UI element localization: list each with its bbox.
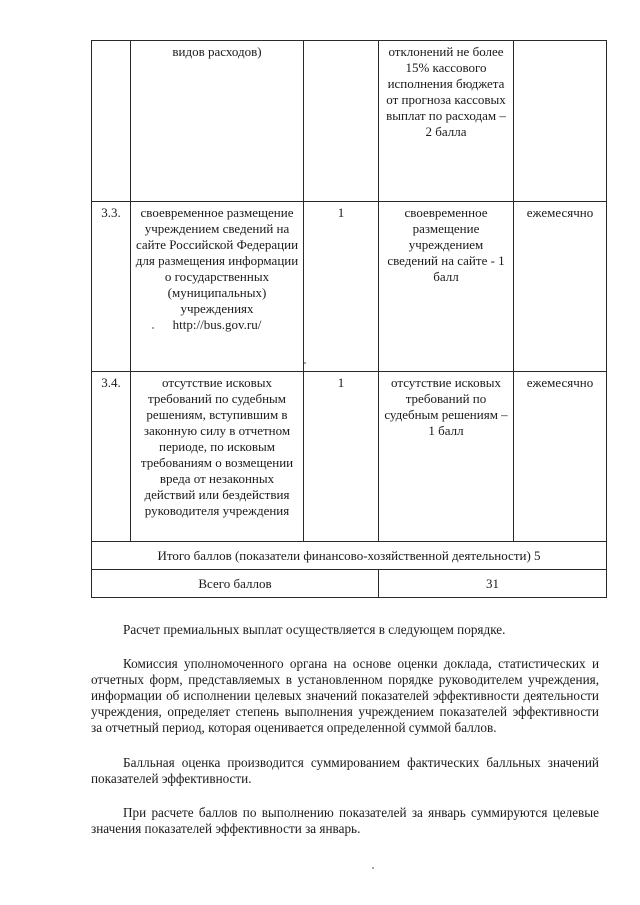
period-cell: ежемесячно <box>514 372 607 542</box>
points-cell: 1 <box>304 372 379 542</box>
points-cell: 1 <box>304 202 379 372</box>
table-row <box>92 202 607 372</box>
criterion-cell: отсутствие исковых требований по судебным решениям, вступившим в законную силу в отчетном периоде, по исковым требованиям о возмещении вреда от незаконных действий или бездействия руководителя учреждения <box>131 372 304 542</box>
scan-speck <box>304 362 306 364</box>
period-cell <box>514 41 607 202</box>
scan-speck <box>152 327 154 329</box>
total-value-cell: 31 <box>379 570 607 598</box>
body-text <box>91 755 599 787</box>
condition-cell: своевременное размещение учреждением сведений на сайте - 1 балл <box>379 202 514 372</box>
num-cell: 3.3. <box>92 202 131 372</box>
points-cell <box>304 41 379 202</box>
body-text <box>91 656 599 736</box>
paragraph: Расчет премиальных выплат осуществляется в следующем порядке. <box>123 622 506 637</box>
table-row <box>92 372 607 542</box>
condition-cell: отсутствие исковых требований по судебным решениям – 1 балл <box>379 372 514 542</box>
num-cell <box>92 41 131 202</box>
scan-speck <box>372 867 374 869</box>
condition-cell: отклонений не более 15% кассового исполнения бюджета от прогноза кассовых выплат по расходам – 2 балла <box>379 41 514 202</box>
table-row <box>92 41 607 202</box>
period-cell: ежемесячно <box>514 202 607 372</box>
body-text <box>91 805 599 837</box>
paragraph: При расчете баллов по выполнению показателей за январь суммируются целевые значения показателей эффективности за январь. <box>91 805 599 836</box>
subtotal-cell: Итого баллов (показатели финансово-хозяйственной деятельности) 5 <box>92 542 607 570</box>
subtotal-row <box>92 542 607 570</box>
paragraph: Балльная оценка производится суммированием фактических балльных значений показателей эффективности. <box>91 755 599 786</box>
paragraph: Комиссия уполномоченного органа на основе оценки доклада, статистических и отчетных форм, представляемых в установленном порядке руководителем учреждения, информации об исполнении целевых значений показателей эффективности деятельности учреждения, определяет степень выполнения учреждением показателей эффективности за отчетный период, которая оценивается определенной суммой баллов. <box>91 656 599 735</box>
indicators-table <box>91 40 607 598</box>
criterion-cell: видов расходов) <box>131 41 304 202</box>
total-label-cell: Всего баллов <box>92 570 379 598</box>
body-text <box>91 622 599 638</box>
num-cell: 3.4. <box>92 372 131 542</box>
criterion-cell: своевременное размещение учреждением сведений на сайте Российской Федерации для размещения информации о государственных (муниципальных) учреждениях http://bus.gov.ru/ <box>131 202 304 372</box>
total-row <box>92 570 607 598</box>
